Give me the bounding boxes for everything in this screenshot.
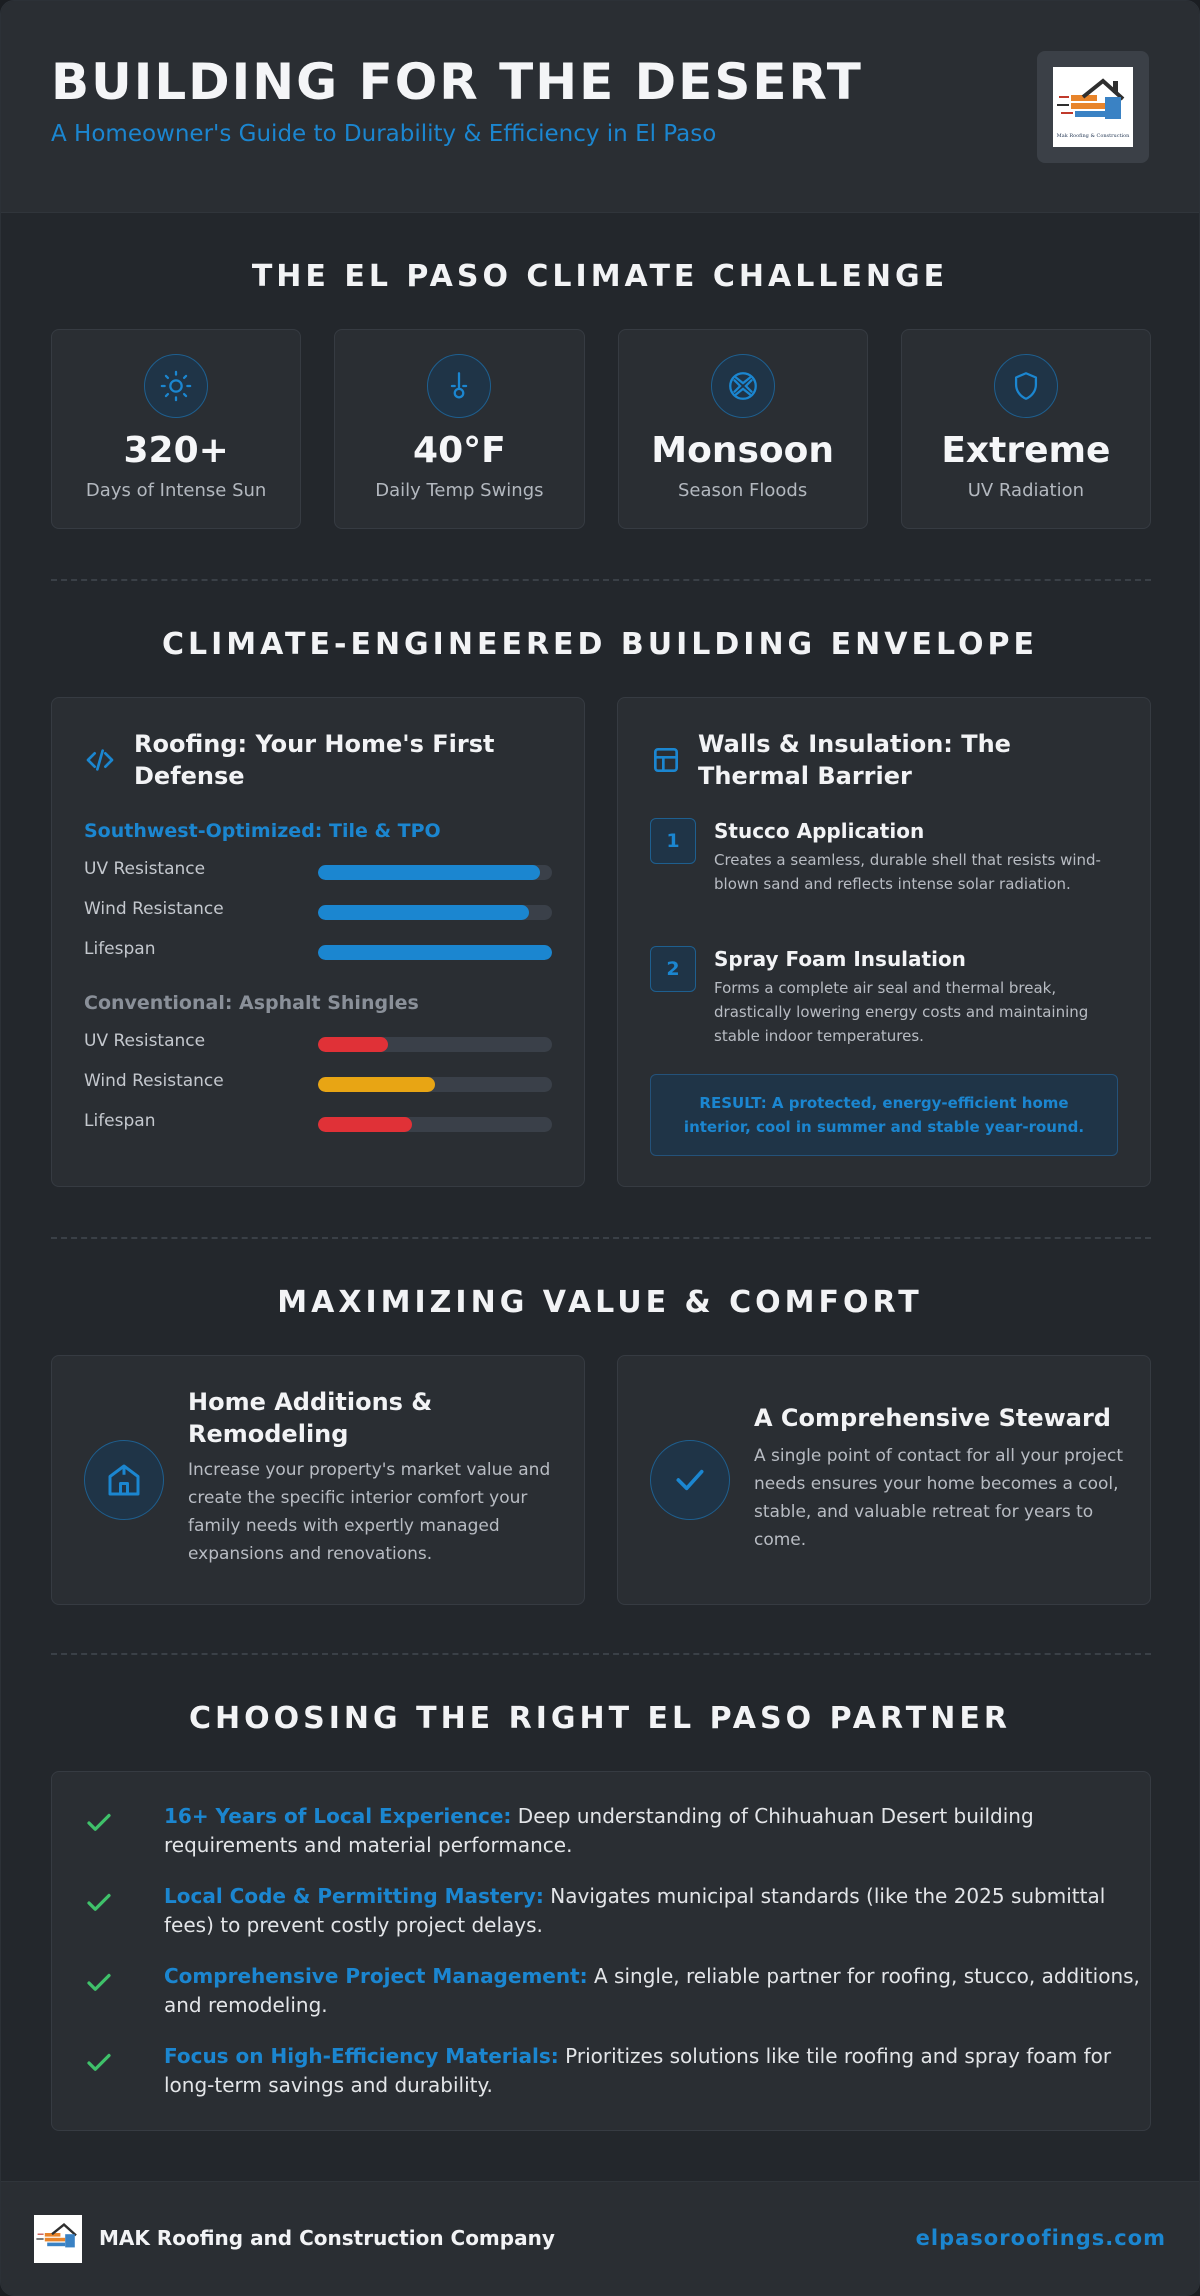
list-item-body: A single, reliable partner for roofing, stucco, additions, and remodeling. [164,1964,1140,2017]
sun-icon [144,354,208,418]
bar-fill [318,1077,435,1092]
additions-title-line: Home Additions & [188,1388,433,1416]
steward-card [617,1355,1151,1605]
section-divider [51,1653,1151,1655]
list-item-text [164,2042,1144,2100]
home-icon [84,1440,164,1520]
list-item-heading: Local Code & Permitting Mastery: [164,1884,544,1908]
roofing-panel [51,697,585,1187]
roofing-title-line: Roofing: Your Home's First [134,730,495,758]
company-logo [1037,51,1149,163]
website-link[interactable]: elpasoroofings.com [915,2226,1166,2250]
additions-title [188,1386,568,1450]
bar-fill [318,1037,388,1052]
bar-row [84,1071,552,1095]
check-icon [650,1440,730,1520]
footer-company-name: MAK Roofing and Construction Company [99,2226,555,2250]
bar-label: Lifespan [84,939,156,959]
bar-label: Wind Resistance [84,1071,224,1091]
stat-value: 40°F [413,430,506,471]
envelope-section-title: CLIMATE-ENGINEERED BUILDING ENVELOPE [162,627,1038,662]
bar-fill [318,1117,412,1132]
storm-icon [711,354,775,418]
section-divider [51,1237,1151,1239]
code-icon [84,744,116,776]
climate-section-title: THE EL PASO CLIMATE CHALLENGE [251,259,949,294]
logo-caption: Mak Roofing & Construction [1056,133,1130,139]
stat-label: UV Radiation [967,480,1085,501]
logo-image [1053,67,1133,147]
bar-fill [318,945,552,960]
value-section-title: MAXIMIZING VALUE & COMFORT [277,1285,923,1320]
bar-label: UV Resistance [84,859,206,879]
stat-label: Days of Intense Sun [85,480,267,501]
stat-card-monsoon [618,329,868,529]
bar-fill [318,905,529,920]
bar-label: Lifespan [84,1111,156,1131]
bar-track [318,905,552,920]
list-item [84,1962,1140,2022]
partner-list [51,1771,1151,2131]
bar-row [84,859,552,883]
stat-label: Season Floods [678,480,808,501]
list-item-heading: Focus on High-Efficiency Materials: [164,2044,559,2068]
list-item-body: Prioritizes solutions like tile roofing and spray foam for long-term savings and durability. [164,2044,1112,2097]
list-item [84,2042,1124,2102]
roof-logo-icon [34,2215,82,2263]
step-description: Creates a seamless, durable shell that resists wind-blown sand and reflects intense solar radiation. [714,851,1101,893]
list-item-heading: Comprehensive Project Management: [164,1964,588,1988]
list-item-text [164,1962,1144,2020]
stat-card-sun [51,329,301,529]
additions-card [51,1355,585,1605]
roofing-title [134,728,554,792]
stat-label: Daily Temp Swings [375,480,544,501]
shield-icon [994,354,1058,418]
roofing-title-line: Defense [134,762,245,790]
stat-value: Extreme [941,430,1111,471]
thermometer-icon [427,354,491,418]
bar-row [84,1031,552,1055]
walls-title-line: Thermal Barrier [698,762,912,790]
list-item [84,1802,1124,1862]
optimized-group-title: Southwest-Optimized: Tile & TPO [84,820,441,842]
step-description: Forms a complete air seal and thermal break, drastically lowering energy costs and maintaining stable indoor temperatures. [714,979,1089,1045]
bar-row [84,899,552,923]
steward-description: A single point of contact for all your project needs ensures your home becomes a cool, stable, and valuable retreat for years to come. [754,1446,1124,1550]
list-item [84,1882,1124,1942]
conventional-group-title: Conventional: Asphalt Shingles [84,992,419,1014]
step-number: 2 [650,946,696,992]
list-item-heading: 16+ Years of Local Experience: [164,1804,512,1828]
stat-value: Monsoon [651,430,834,471]
page-title: BUILDING FOR THE DESERT [51,53,863,111]
step-title: Spray Foam Insulation [714,947,966,971]
check-icon [84,1808,114,1838]
result-callout: RESULT: A protected, energy-efficient home interior, cool in summer and stable year-round. [650,1074,1118,1156]
bar-label: Wind Resistance [84,899,224,919]
check-icon [84,1968,114,1998]
list-item-body: Navigates municipal standards (like the 2025 submittal fees) to prevent costly project delays. [164,1884,1106,1937]
bar-track [318,865,552,880]
list-item-body: Deep understanding of Chihuahuan Desert building requirements and material performance. [164,1804,1034,1857]
steward-title: A Comprehensive Steward [754,1404,1111,1432]
bar-row [84,1111,552,1135]
step-number: 1 [650,818,696,864]
bar-track [318,1117,552,1132]
bar-track [318,1037,552,1052]
partner-section-title: CHOOSING THE RIGHT EL PASO PARTNER [189,1701,1011,1736]
stat-value: 320+ [123,430,229,471]
walls-panel [617,697,1151,1187]
bar-label: UV Resistance [84,1031,206,1051]
page-subtitle: A Homeowner's Guide to Durability & Efficiency in El Paso [51,121,717,147]
layout-icon [650,744,682,776]
additions-title-line: Remodeling [188,1420,349,1448]
bar-row [84,939,552,963]
climate-stats [51,329,1151,529]
additions-description: Increase your property's market value and create the specific interior comfort your family needs with expertly managed expansions and renovations. [188,1460,551,1564]
bar-track [318,945,552,960]
stat-card-uv [901,329,1151,529]
walls-title-line: Walls & Insulation: The [698,730,1011,758]
list-item-text [164,1882,1144,1940]
bar-fill [318,865,540,880]
step-title: Stucco Application [714,819,925,843]
list-item-text [164,1802,1144,1860]
stat-card-temperature [334,329,584,529]
check-icon [84,1888,114,1918]
section-divider [51,579,1151,581]
footer-logo [34,2215,82,2263]
bar-track [318,1077,552,1092]
walls-title [698,728,1118,792]
check-icon [84,2048,114,2078]
footer [1,2181,1200,2296]
header [1,1,1199,213]
